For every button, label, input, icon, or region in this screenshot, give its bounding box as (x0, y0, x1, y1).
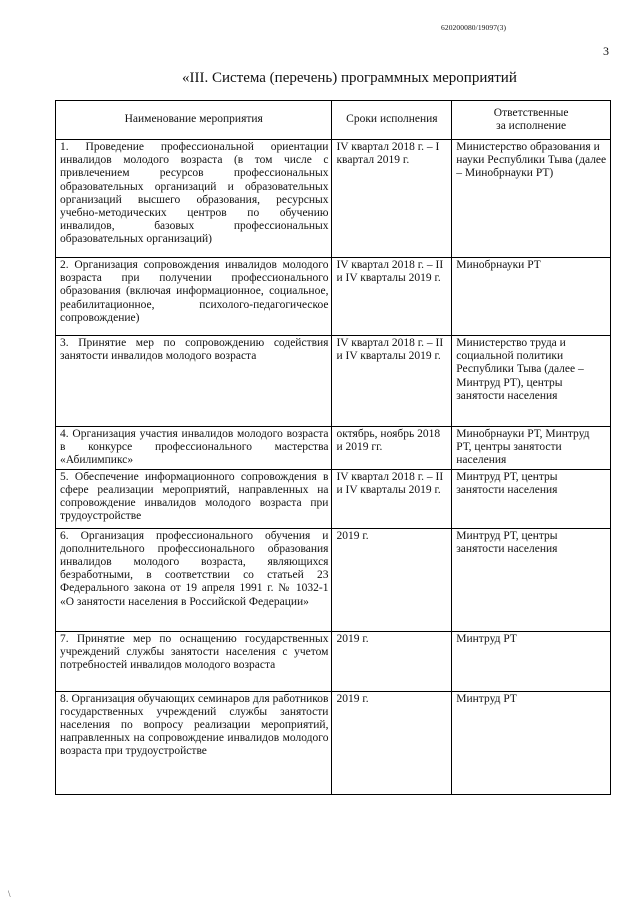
measure-cell: 7. Принятие мер по оснащению государственных учреждений службы занятости населения с учетом потребностей инвалидов молодого возраста (56, 631, 332, 691)
column-header-responsible: Ответственные за исполнение (452, 101, 611, 140)
term-cell: IV квартал 2018 г. – II и IV кварталы 2019 г. (332, 469, 452, 528)
responsible-cell: Минтруд РТ, центры занятости населения (452, 469, 611, 528)
table-row (56, 691, 611, 794)
measure-cell: 1. Проведение профессиональной ориентации инвалидов молодого возраста (в том числе с привлечением ресурсов профессиональных образовательных организаций и образовательных организаций высшего образования, ресурсных учебно-методических центров по обучению инвалидов, базовых профессиональных образовательных организаций) (56, 140, 332, 258)
table-row (56, 427, 611, 470)
table-row (56, 140, 611, 258)
measure-cell: 8. Организация обучающих семинаров для работников государственных учреждений службы занятости населения по вопросу реализации мероприятий, направленных на сопровождение инвалидов молодого возраста при трудоустройстве (56, 691, 332, 794)
responsible-cell: Минтруд РТ (452, 631, 611, 691)
measure-cell: 2. Организация сопровождения инвалидов молодого возраста при получении профессионального образования (включая информационное, социальное, реабилитационное, психолого-педагогическое сопровождение) (56, 258, 332, 336)
responsible-cell: Министерство труда и социальной политики Республики Тыва (далее – Минтруд РТ), центры занятости населения (452, 336, 611, 427)
term-cell: IV квартал 2018 г. – I квартал 2019 г. (332, 140, 452, 258)
responsible-cell: Минтруд РТ, центры занятости населения (452, 528, 611, 631)
table-row (56, 336, 611, 427)
measure-cell: 4. Организация участия инвалидов молодого возраста в конкурсе профессионального мастерства «Абилимпикс» (56, 427, 332, 470)
table-row (56, 631, 611, 691)
scan-mark: \ (8, 889, 11, 899)
responsible-cell: Минобрнауки РТ, Минтруд РТ, центры занятости населения (452, 427, 611, 470)
measure-cell: 5. Обеспечение информационного сопровождения в сфере реализации мероприятий, направленных на сопровождение инвалидов молодого возраста при трудоустройстве (56, 469, 332, 528)
section-title: «III. Система (перечень) программных мероприятий (182, 70, 517, 86)
column-header-measure: Наименование мероприятия (56, 101, 332, 140)
responsible-cell: Минобрнауки РТ (452, 258, 611, 336)
table-header-row (56, 101, 611, 140)
term-cell: IV квартал 2018 г. – II и IV кварталы 2019 г. (332, 336, 452, 427)
term-cell: октябрь, ноябрь 2018 и 2019 гг. (332, 427, 452, 470)
page-number: 3 (603, 44, 609, 58)
measure-cell: 3. Принятие мер по сопровождению содействия занятости инвалидов молодого возраста (56, 336, 332, 427)
term-cell: 2019 г. (332, 631, 452, 691)
table-row (56, 528, 611, 631)
responsible-cell: Минтруд РТ (452, 691, 611, 794)
term-cell: 2019 г. (332, 691, 452, 794)
column-header-term: Сроки исполнения (332, 101, 452, 140)
term-cell: 2019 г. (332, 528, 452, 631)
document-registration-number: 620200080/19097(3) (441, 23, 507, 32)
responsible-cell: Министерство образования и науки Республики Тыва (далее – Минобрнауки РТ) (452, 140, 611, 258)
term-cell: IV квартал 2018 г. – II и IV кварталы 2019 г. (332, 258, 452, 336)
table-row (56, 258, 611, 336)
table-row (56, 469, 611, 528)
measure-cell: 6. Организация профессионального обучения и дополнительного профессионального образования инвалидов молодого возраста, являющихся безработными, в соответствии со статьей 23 Федерального закона от 19 апреля 1991 г. № 1032-1 «О занятости населения в Российской Федерации» (56, 528, 332, 631)
program-measures-table (55, 100, 611, 795)
